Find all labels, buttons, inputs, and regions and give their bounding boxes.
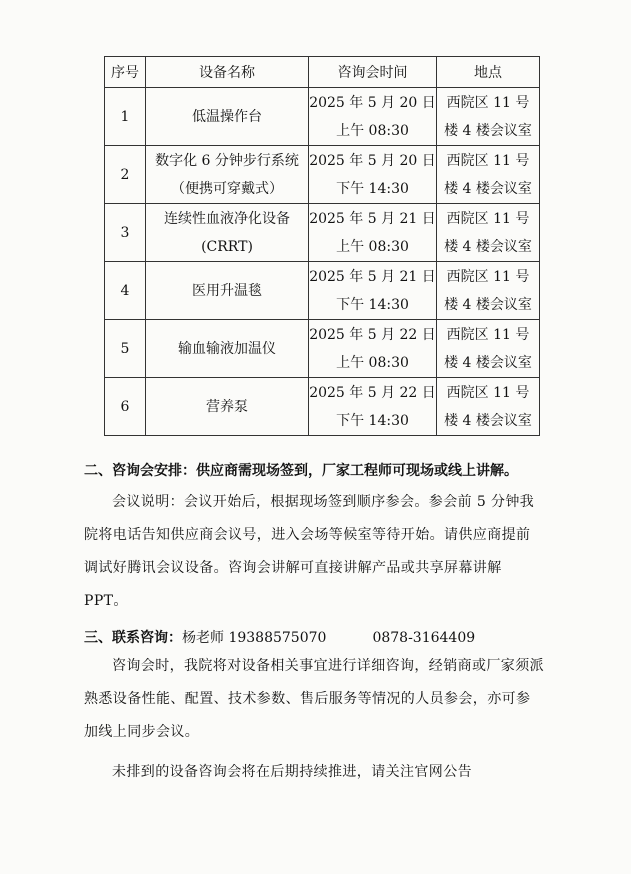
cell-location	[437, 262, 540, 320]
closing-note: 未排到的设备咨询会将在后期持续推进，请关注官网公告	[112, 764, 472, 780]
device-name-text: 低温操作台	[192, 108, 262, 125]
cell-time	[309, 320, 437, 378]
meeting-date: 2025 年 5 月 22 日	[309, 326, 436, 343]
cell-device-name	[146, 204, 309, 262]
location-line-2: 楼 4 楼会议室	[444, 122, 532, 139]
location-line-2: 楼 4 楼会议室	[444, 296, 532, 313]
cell-time	[309, 88, 437, 146]
section2-heading: 二、咨询会安排：供应商需现场签到，厂家工程师可现场或线上讲解。	[84, 463, 518, 479]
cell-time	[309, 262, 437, 320]
cell-device-name	[146, 146, 309, 204]
location-line-1: 西院区 11 号	[446, 268, 530, 285]
device-name-text: 数字化 6 分钟步行系统	[155, 152, 299, 169]
header-no: 序号	[105, 57, 146, 88]
cell-location	[437, 88, 540, 146]
meeting-date: 2025 年 5 月 21 日	[309, 268, 436, 285]
location-line-2: 楼 4 楼会议室	[444, 412, 532, 429]
meeting-date: 2025 年 5 月 20 日	[309, 94, 436, 111]
row-number: 6	[120, 398, 130, 415]
header-time: 咨询会时间	[309, 57, 437, 88]
location-line-1: 西院区 11 号	[446, 94, 530, 111]
meeting-date: 2025 年 5 月 22 日	[309, 384, 436, 401]
table-header-row	[105, 57, 540, 88]
table-row	[105, 88, 540, 146]
device-name-text: 医用升温毯	[192, 282, 262, 299]
meeting-time: 下午 14:30	[336, 412, 409, 429]
device-name-text: 连续性血液净化设备	[164, 210, 290, 227]
table-row	[105, 146, 540, 204]
cell-no	[105, 378, 146, 436]
meeting-time: 下午 14:30	[336, 180, 409, 197]
location-line-2: 楼 4 楼会议室	[444, 238, 532, 255]
row-number: 3	[120, 224, 130, 241]
location-line-2: 楼 4 楼会议室	[444, 354, 532, 371]
cell-no	[105, 262, 146, 320]
section3-heading: 三、联系咨询：	[84, 630, 182, 646]
contact-person: 杨老师 19388575070	[182, 630, 327, 646]
device-name-text: 营养泵	[206, 398, 248, 415]
location-line-1: 西院区 11 号	[446, 326, 530, 343]
location-line-1: 西院区 11 号	[446, 152, 530, 169]
row-number: 4	[120, 282, 130, 299]
cell-device-name	[146, 88, 309, 146]
cell-location	[437, 146, 540, 204]
section2-body: 会议说明：会议开始后，根据现场签到顺序参会。参会前 5 分钟我院将电话告知供应商会议号，进入会场等候室等待开始。请供应商提前调试好腾讯会议设备。咨询会讲解可直接讲解产品或共享屏幕讲解 PPT。	[84, 494, 535, 609]
cell-no	[105, 204, 146, 262]
meeting-date: 2025 年 5 月 21 日	[309, 210, 436, 227]
schedule-table	[104, 56, 540, 436]
contact-phone: 0878-3164409	[372, 630, 476, 646]
table-row	[105, 262, 540, 320]
cell-no	[105, 146, 146, 204]
meeting-time: 上午 08:30	[336, 354, 409, 371]
cell-location	[437, 204, 540, 262]
cell-location	[437, 320, 540, 378]
device-name-text: （便携可穿戴式）	[171, 180, 283, 197]
section3-body: 咨询会时，我院将对设备相关事宜进行详细咨询，经销商或厂家须派熟悉设备性能、配置、技术参数、售后服务等情况的人员参会，亦可参加线上同步会议。	[84, 658, 544, 740]
table-row	[105, 204, 540, 262]
cell-location	[437, 378, 540, 436]
location-line-1: 西院区 11 号	[446, 384, 530, 401]
meeting-time: 上午 08:30	[336, 122, 409, 139]
cell-device-name	[146, 320, 309, 378]
row-number: 1	[120, 108, 130, 125]
cell-device-name	[146, 262, 309, 320]
meeting-date: 2025 年 5 月 20 日	[309, 152, 436, 169]
cell-device-name	[146, 378, 309, 436]
cell-time	[309, 378, 437, 436]
header-device-name: 设备名称	[146, 57, 309, 88]
cell-no	[105, 88, 146, 146]
device-name-text: (CRRT)	[201, 238, 253, 255]
table-row	[105, 320, 540, 378]
cell-no	[105, 320, 146, 378]
cell-time	[309, 204, 437, 262]
row-number: 2	[120, 166, 130, 183]
header-location: 地点	[437, 57, 540, 88]
row-number: 5	[120, 340, 130, 357]
table-row	[105, 378, 540, 436]
meeting-time: 下午 14:30	[336, 296, 409, 313]
location-line-2: 楼 4 楼会议室	[444, 180, 532, 197]
cell-time	[309, 146, 437, 204]
meeting-time: 上午 08:30	[336, 238, 409, 255]
device-name-text: 输血输液加温仪	[178, 340, 276, 357]
contact-line	[84, 627, 475, 647]
location-line-1: 西院区 11 号	[446, 210, 530, 227]
